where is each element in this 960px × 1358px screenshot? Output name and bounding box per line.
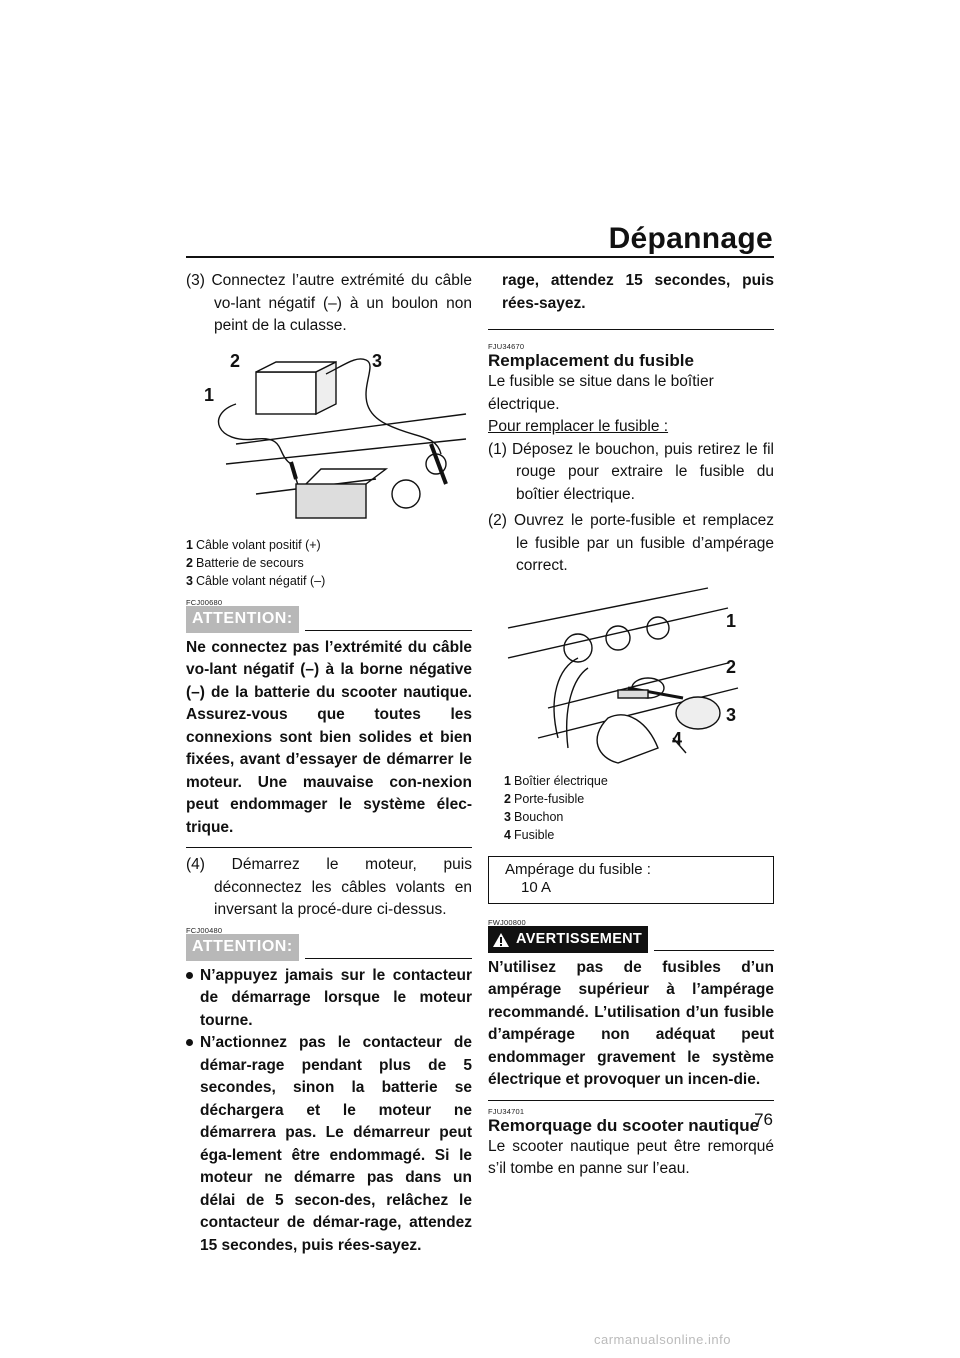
page-title: Dépannage [608, 222, 773, 255]
fig2-callout-4: 4 [672, 728, 683, 749]
header-rule [186, 256, 774, 258]
fig2-callout-1: 1 [726, 610, 737, 631]
attention1-header [186, 607, 472, 633]
attention2-bullet-1: N’appuyez jamais sur le contacteur de démarrage lorsque le moteur tourne. [186, 965, 472, 1033]
fig1-caption-2: 2 Batterie de secours [186, 555, 304, 570]
fig2-caption-4: 4 Fusible [504, 827, 555, 842]
attention1-end-rule [186, 847, 472, 848]
fig2-caption-2: 2 Porte-fusible [504, 791, 585, 806]
attention1-label: ATTENTION: [186, 606, 299, 633]
fig2-caption-3: 3 Bouchon [504, 809, 564, 824]
fig2-caption-1: 1 Boîtier électrique [504, 773, 608, 788]
fuse-step-2: (2) Ouvrez le porte-fusible et remplacez le fusible par un fusible d’ampérage correct. [488, 512, 774, 574]
attention1-code: FCJ00680 [186, 597, 223, 607]
fig2-captions [504, 772, 774, 844]
attention2-code: FCJ00480 [186, 925, 223, 935]
page-number: 76 [754, 1110, 773, 1129]
fig1-caption-3: 3 Câble volant négatif (–) [186, 573, 326, 588]
attention2-continuation: rage, attendez 15 secondes, puis rées-sayez. [502, 272, 774, 312]
fig1-callout-3: 3 [372, 350, 383, 371]
section2-title: Remorquage du scooter nautique [488, 1115, 760, 1135]
warning-header [488, 927, 774, 953]
attention2-bullets [186, 965, 472, 1254]
fig1-captions [186, 536, 472, 590]
attention2-end-rule [488, 329, 774, 330]
section1-title: Remplacement du fusible [488, 351, 694, 370]
right-column [488, 270, 774, 1181]
step-3: (3) Connectez l’autre extrémité du câble vo-lant négatif (–) à un boulon non peint de la culasse. [186, 272, 472, 334]
warning-text: N’utilisez pas de fusibles d’un ampérage supérieur à l’ampérage recommandé. L’utilisation d’un fusible d’ampérage non adéquat peut endommager gravement le système électrique et provoquer un incen-die. [488, 958, 774, 1088]
fig2-callout-3: 3 [726, 704, 737, 725]
warning-icon [492, 932, 510, 948]
warning-code: FWJ00800 [488, 917, 526, 927]
attention2-header [186, 935, 472, 961]
section2-text: Le scooter nautique peut être remorqué s’il tombe en panne sur l’eau. [488, 1137, 774, 1177]
warning-badge [488, 926, 648, 953]
fuse-spec-value: 10 A [521, 878, 552, 896]
warning-label: AVERTISSEMENT [516, 931, 643, 948]
attention1-text: Ne connectez pas l’extrémité du câble vo-lant négatif (–) à la borne négative (–) de la batterie du scooter nautique. Assurez-vous que toutes les connexions sont bien solides et bien fixées, avant d’essayer de démarrer le moteur. Une mauvaise con-nexion peut endommager le système élec-trique. [186, 638, 472, 836]
jumper-cable-figure [196, 344, 472, 526]
left-column [186, 270, 472, 1254]
watermark: carmanualsonline.info [594, 1332, 731, 1347]
fig2-callout-2: 2 [726, 656, 737, 677]
fuse-spec-label: Ampérage du fusible : [505, 860, 651, 878]
section1-intro: Le fusible se situe dans le boîtier électrique. [488, 373, 714, 413]
fig1-caption-1: 1 Câble volant positif (+) [186, 537, 321, 552]
attention2-bullet-2: N’actionnez pas le contacteur de démar-rage pendant plus de 5 secondes, sinon la batterie se déchargera et le moteur ne démarrera pas. Le démarreur peut éga-lement être endommagé. Si le moteur ne démarre pas dans un délai de 5 secon-des, relâchez le contacteur de démar-rage, attendez 15 secondes, puis rées-sayez. [186, 1032, 472, 1190]
fig1-callout-1: 1 [204, 384, 215, 405]
fig1-callout-2: 2 [230, 350, 241, 371]
warning-end-rule [488, 1100, 774, 1101]
section1-code: FJU34670 [488, 342, 525, 351]
attention2-label: ATTENTION: [186, 934, 299, 961]
fuse-spec-box [488, 856, 774, 904]
step-4: (4) Démarrez le moteur, puis déconnectez les câbles volants en inversant la procé-dure ci-dessus. [186, 856, 472, 918]
fuse-figure [508, 588, 768, 768]
section1-subheading: Pour remplacer le fusible : [488, 418, 669, 435]
section2-code: FJU34701 [488, 1106, 525, 1116]
fuse-step-1: (1) Déposez le bouchon, puis retirez le fil rouge pour extraire le fusible du boîtier électrique. [488, 440, 774, 503]
